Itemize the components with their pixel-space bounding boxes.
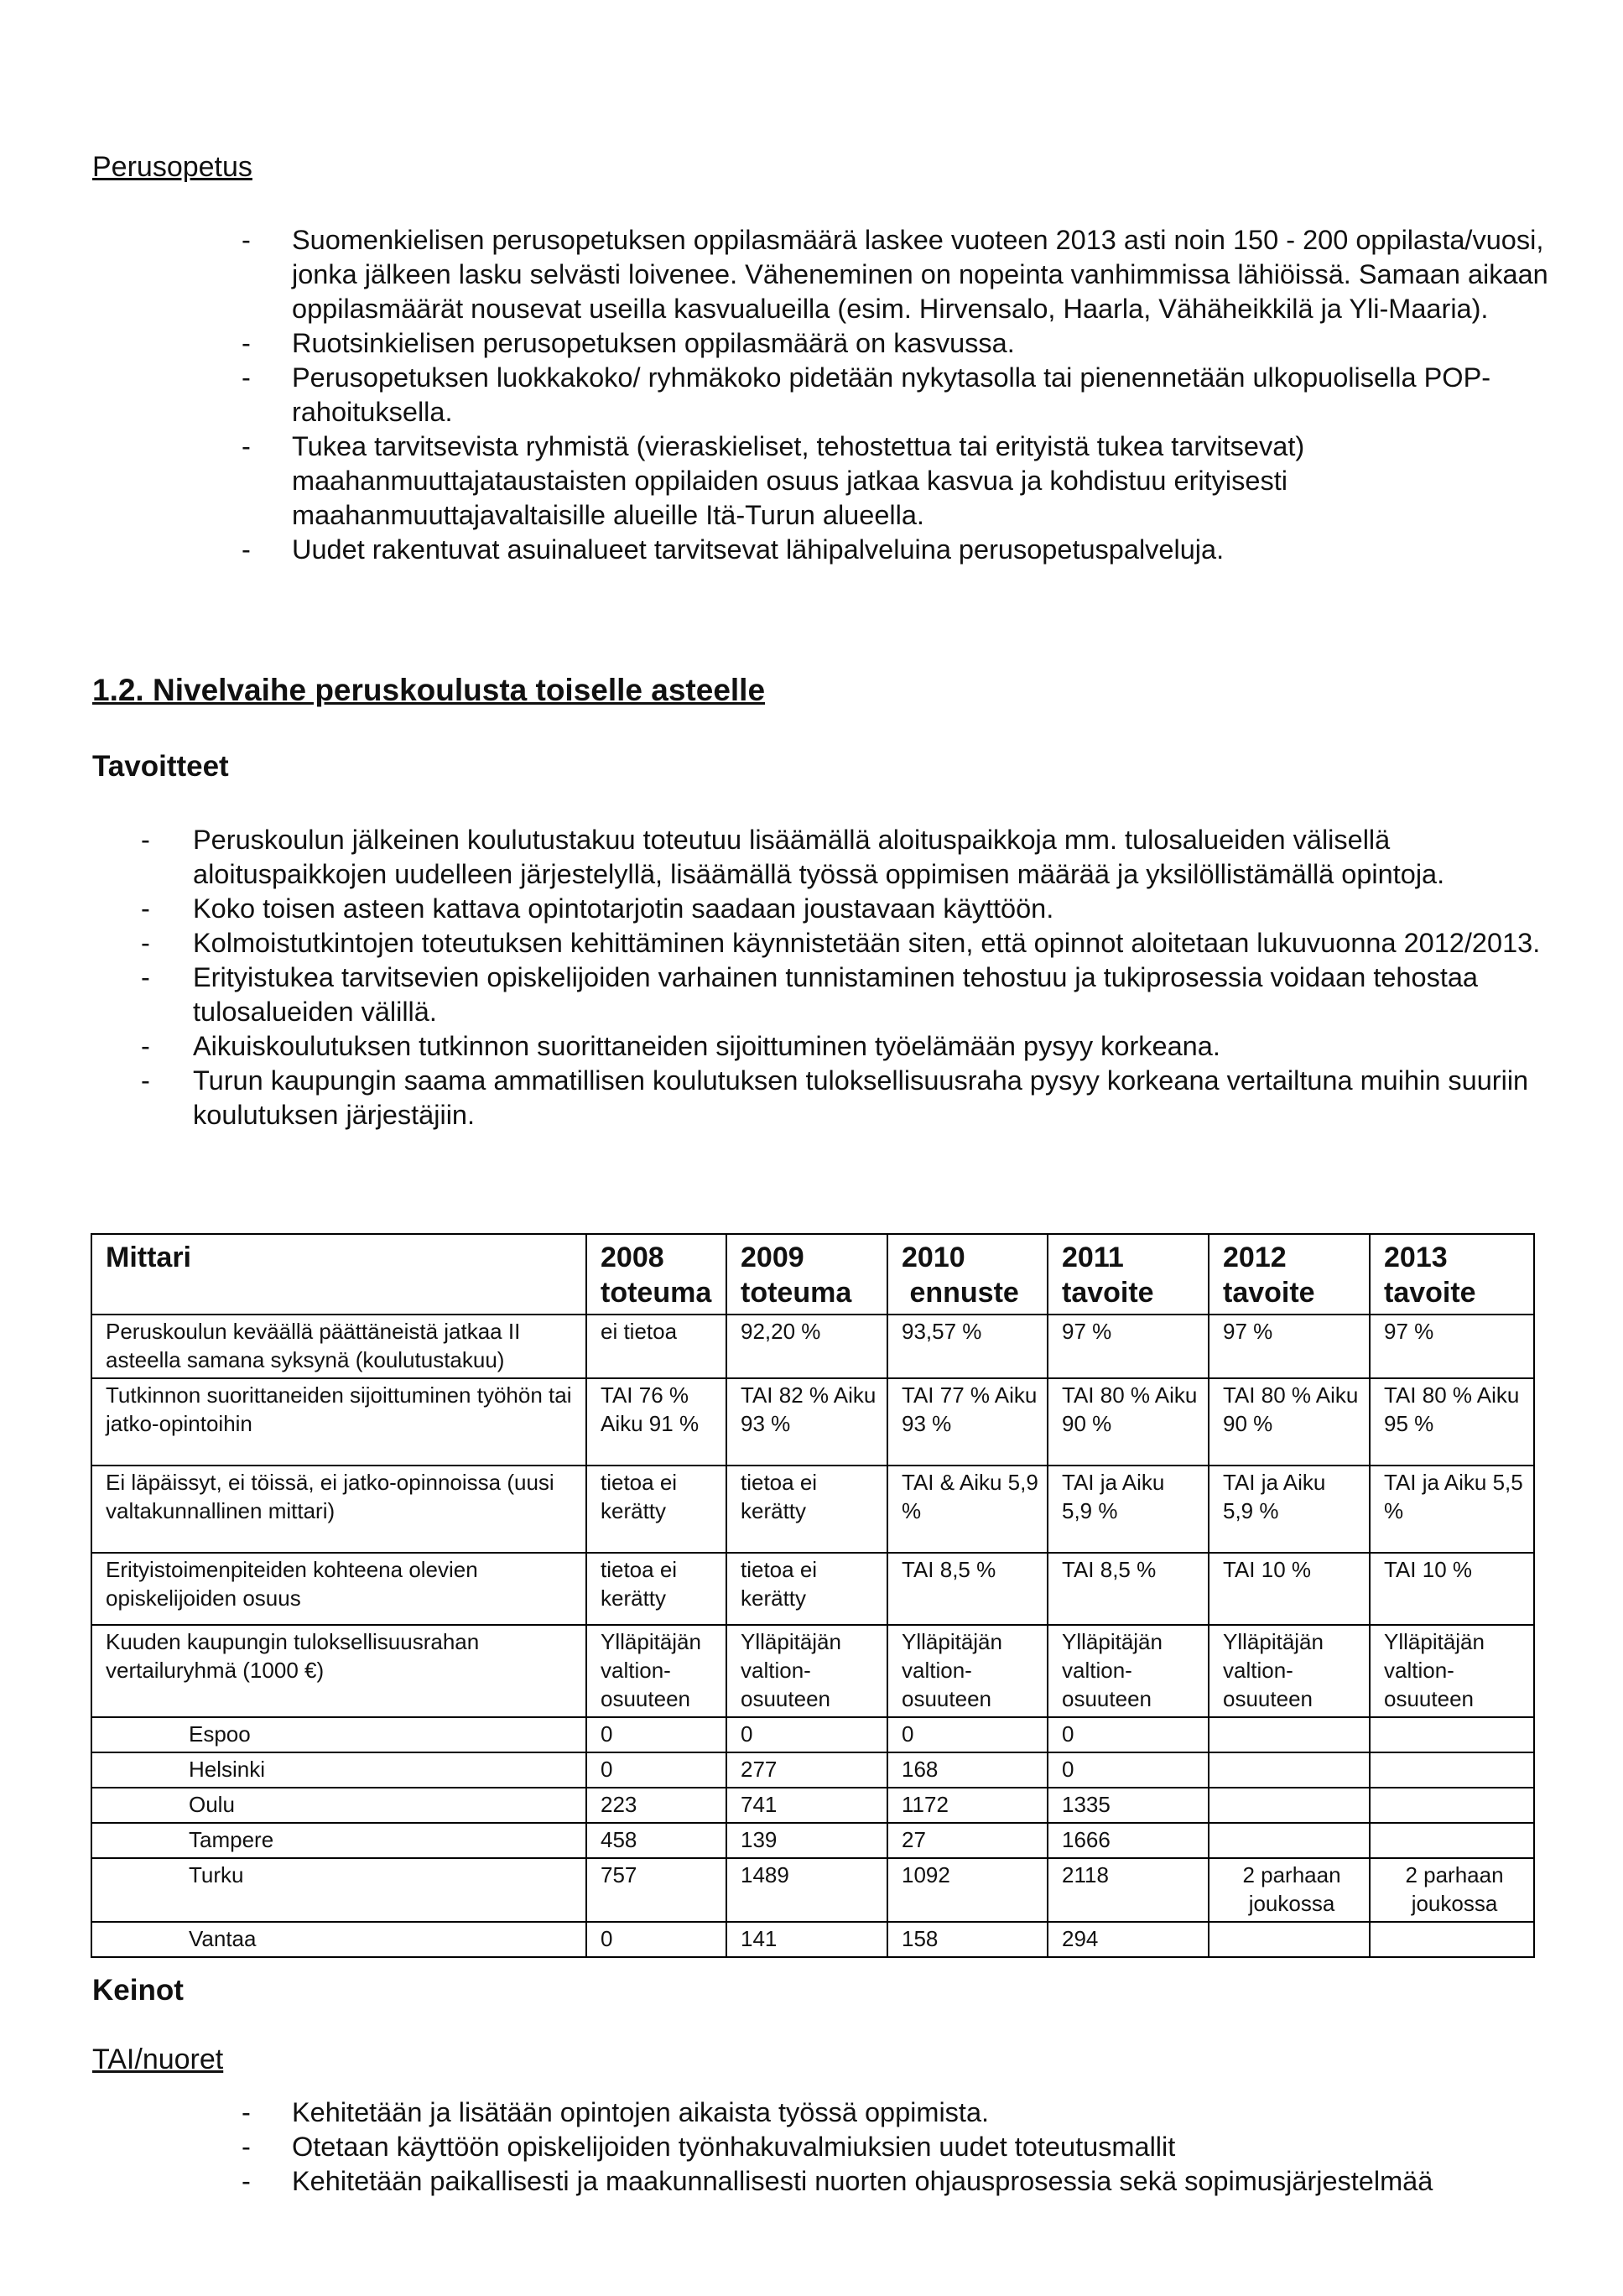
table-row (91, 1625, 1534, 1717)
table-cell (1370, 1717, 1534, 1752)
table-cell (1370, 1823, 1534, 1858)
tai-nuoret-heading: TAI/nuoret (92, 2043, 224, 2075)
city-row (91, 1823, 1534, 1858)
table-cell: 458 (586, 1823, 726, 1858)
table-cell: 1092 (887, 1858, 1048, 1922)
city-row (91, 1922, 1534, 1957)
list-item: - Suomenkielisen perusopetuksen oppilasmäärä laskee vuoteen 2013 asti noin 150 - 200 oppilasta/vuosi, jonka jälkeen lasku selvästi loivenee. Väheneminen on nopeinta vanhimmissa lähiöissä. Samaan aikaan oppilasmäärät nousevat useilla kasvualueilla (esim. Hirvensalo, Haarla, Vähäheikkilä ja Yli-Maaria). (242, 223, 1550, 326)
perusopetus-list (242, 223, 1550, 567)
table-cell: TAI 80 % Aiku 95 % (1370, 1378, 1534, 1466)
row-label: Erityistoimenpiteiden kohteena olevien opiskelijoiden osuus (91, 1553, 586, 1625)
table-cell: 1666 (1048, 1823, 1209, 1858)
list-item: - Kolmoistutkintojen toteutuksen kehittäminen käynnistetään siten, että opinnot aloitetaan lukuvuonna 2012/2013. (141, 926, 1550, 961)
table-cell: 757 (586, 1858, 726, 1922)
table-cell: TAI 76 % Aiku 91 % (586, 1378, 726, 1466)
table-cell: 97 % (1209, 1315, 1370, 1378)
table-cell: Ylläpitäjän valtion-osuuteen (1209, 1625, 1370, 1717)
table-cell (1209, 1922, 1370, 1957)
table-cell: 97 % (1370, 1315, 1534, 1378)
table-cell: 158 (887, 1922, 1048, 1957)
table-cell: 97 % (1048, 1315, 1209, 1378)
table-cell: 1335 (1048, 1788, 1209, 1823)
table-cell: TAI & Aiku 5,9 % (887, 1466, 1048, 1553)
section-heading: 1.2. Nivelvaihe peruskoulusta toiselle asteelle (92, 673, 766, 707)
table-cell: TAI 80 % Aiku 90 % (1048, 1378, 1209, 1466)
table-cell: 1489 (726, 1858, 887, 1922)
table-cell: TAI ja Aiku 5,9 % (1048, 1466, 1209, 1553)
table-cell: Ylläpitäjän valtion-osuuteen (586, 1625, 726, 1717)
tavoitteet-heading: Tavoitteet (92, 750, 229, 783)
header-cell: 2009 toteuma (726, 1234, 887, 1315)
table-cell: tietoa ei kerätty (726, 1553, 887, 1625)
table-row (91, 1315, 1534, 1378)
row-label: Tutkinnon suorittaneiden sijoittuminen työhön tai jatko-opintoihin (91, 1378, 586, 1466)
table-cell (1370, 1752, 1534, 1788)
table-cell: tietoa ei kerätty (726, 1466, 887, 1553)
city-name: Espoo (91, 1717, 586, 1752)
table-cell: tietoa ei kerätty (586, 1553, 726, 1625)
city-name: Helsinki (91, 1752, 586, 1788)
list-item: - Otetaan käyttöön opiskelijoiden työnhakuvalmiuksien uudet toteutusmallit (242, 2130, 1600, 2164)
list-item: - Perusopetuksen luokkakoko/ ryhmäkoko pidetään nykytasolla tai pienennetään ulkopuolisella POP-rahoituksella. (242, 361, 1550, 430)
table-cell: 0 (726, 1717, 887, 1752)
table-cell: TAI 8,5 % (1048, 1553, 1209, 1625)
list-item: - Tukea tarvitsevista ryhmistä (vieraskieliset, tehostettua tai erityistä tukea tarvitsevat) maahanmuuttajataustaisten oppilaiden osuus jatkaa kasvua ja kohdistuu erityisesti maahanmuuttajavaltaisille alueille Itä-Turun alueella. (242, 430, 1550, 533)
table-cell: TAI ja Aiku 5,5 % (1370, 1466, 1534, 1553)
city-name: Oulu (91, 1788, 586, 1823)
table-cell: tietoa ei kerätty (586, 1466, 726, 1553)
table-cell: 0 (887, 1717, 1048, 1752)
header-cell: 2008 toteuma (586, 1234, 726, 1315)
list-item: - Aikuiskoulutuksen tutkinnon suorittaneiden sijoittuminen työelämään pysyy korkeana. (141, 1029, 1550, 1064)
table-cell: 92,20 % (726, 1315, 887, 1378)
list-item: - Kehitetään ja lisätään opintojen aikaista työssä oppimista. (242, 2096, 1600, 2130)
table-cell (1209, 1788, 1370, 1823)
table-cell: 1172 (887, 1788, 1048, 1823)
city-row (91, 1788, 1534, 1823)
keinot-heading: Keinot (92, 1974, 184, 2007)
mittari-table (91, 1233, 1535, 1958)
table-cell: 2 parhaan joukossa (1370, 1858, 1534, 1922)
row-label: Kuuden kaupungin tuloksellisuusrahan vertailuryhmä (1000 €) (91, 1625, 586, 1717)
table-cell: 741 (726, 1788, 887, 1823)
table-cell: 2 parhaan joukossa (1209, 1858, 1370, 1922)
table-cell: 0 (586, 1752, 726, 1788)
table-cell: 0 (1048, 1752, 1209, 1788)
header-cell: 2012 tavoite (1209, 1234, 1370, 1315)
tavoitteet-list (141, 823, 1550, 1132)
keinot-list (242, 2096, 1600, 2199)
city-row (91, 1752, 1534, 1788)
header-cell: 2013 tavoite (1370, 1234, 1534, 1315)
table-row (91, 1466, 1534, 1553)
row-label: Peruskoulun keväällä päättäneistä jatkaa II asteella samana syksynä (koulutustakuu) (91, 1315, 586, 1378)
table-cell: 27 (887, 1823, 1048, 1858)
perusopetus-heading: Perusopetus (92, 151, 252, 183)
header-cell: Mittari (91, 1234, 586, 1315)
table-cell (1209, 1752, 1370, 1788)
table-cell: TAI 10 % (1370, 1553, 1534, 1625)
table-row (91, 1378, 1534, 1466)
table-cell: Ylläpitäjän valtion-osuuteen (887, 1625, 1048, 1717)
table-cell (1370, 1922, 1534, 1957)
list-item: - Ruotsinkielisen perusopetuksen oppilasmäärä on kasvussa. (242, 326, 1550, 361)
city-name: Tampere (91, 1823, 586, 1858)
table-cell: Ylläpitäjän valtion-osuuteen (726, 1625, 887, 1717)
table-cell: TAI ja Aiku 5,9 % (1209, 1466, 1370, 1553)
city-row (91, 1717, 1534, 1752)
list-item: - Kehitetään paikallisesti ja maakunnallisesti nuorten ohjausprosessia sekä sopimusjärjestelmää (242, 2164, 1600, 2199)
table-row (91, 1553, 1534, 1625)
table-header-row (91, 1234, 1534, 1315)
list-item: - Peruskoulun jälkeinen koulutustakuu toteutuu lisäämällä aloituspaikkoja mm. tulosalueiden välisellä aloituspaikkojen uudelleen järjestelyllä, lisäämällä työssä oppimisen määrää ja yksilöllistämällä opintoja. (141, 823, 1550, 892)
table-cell: 141 (726, 1922, 887, 1957)
table-cell: Ylläpitäjän valtion-osuuteen (1048, 1625, 1209, 1717)
table-cell: 277 (726, 1752, 887, 1788)
table-cell: 2118 (1048, 1858, 1209, 1922)
table-cell: 168 (887, 1752, 1048, 1788)
table-cell: Ylläpitäjän valtion-osuuteen (1370, 1625, 1534, 1717)
table-cell: 139 (726, 1823, 887, 1858)
list-item: - Erityistukea tarvitsevien opiskelijoiden varhainen tunnistaminen tehostuu ja tukiprosessia voidaan tehostaa tulosalueiden välillä. (141, 961, 1550, 1029)
header-cell: 2010 ennuste (887, 1234, 1048, 1315)
table-cell: TAI 77 % Aiku 93 % (887, 1378, 1048, 1466)
list-item: - Turun kaupungin saama ammatillisen koulutuksen tuloksellisuusraha pysyy korkeana vertailtuna muihin suuriin koulutuksen järjestäjiin. (141, 1064, 1550, 1132)
table-cell: 93,57 % (887, 1315, 1048, 1378)
table-cell: TAI 8,5 % (887, 1553, 1048, 1625)
city-name: Turku (91, 1858, 586, 1922)
table-cell (1370, 1788, 1534, 1823)
header-cell: 2011 tavoite (1048, 1234, 1209, 1315)
table-cell (1209, 1823, 1370, 1858)
table-cell: 0 (1048, 1717, 1209, 1752)
table-cell: 0 (586, 1922, 726, 1957)
table-cell (1209, 1717, 1370, 1752)
row-label: Ei läpäissyt, ei töissä, ei jatko-opinnoissa (uusi valtakunnallinen mittari) (91, 1466, 586, 1553)
table-cell: 0 (586, 1717, 726, 1752)
table-cell: 294 (1048, 1922, 1209, 1957)
city-row (91, 1858, 1534, 1922)
list-item: - Koko toisen asteen kattava opintotarjotin saadaan joustavaan käyttöön. (141, 892, 1550, 926)
table-cell: TAI 10 % (1209, 1553, 1370, 1625)
table-cell: TAI 82 % Aiku 93 % (726, 1378, 887, 1466)
list-item: - Uudet rakentuvat asuinalueet tarvitsevat lähipalveluina perusopetuspalveluja. (242, 533, 1550, 567)
table-cell: 223 (586, 1788, 726, 1823)
table-cell: ei tietoa (586, 1315, 726, 1378)
city-name: Vantaa (91, 1922, 586, 1957)
table-cell: TAI 80 % Aiku 90 % (1209, 1378, 1370, 1466)
